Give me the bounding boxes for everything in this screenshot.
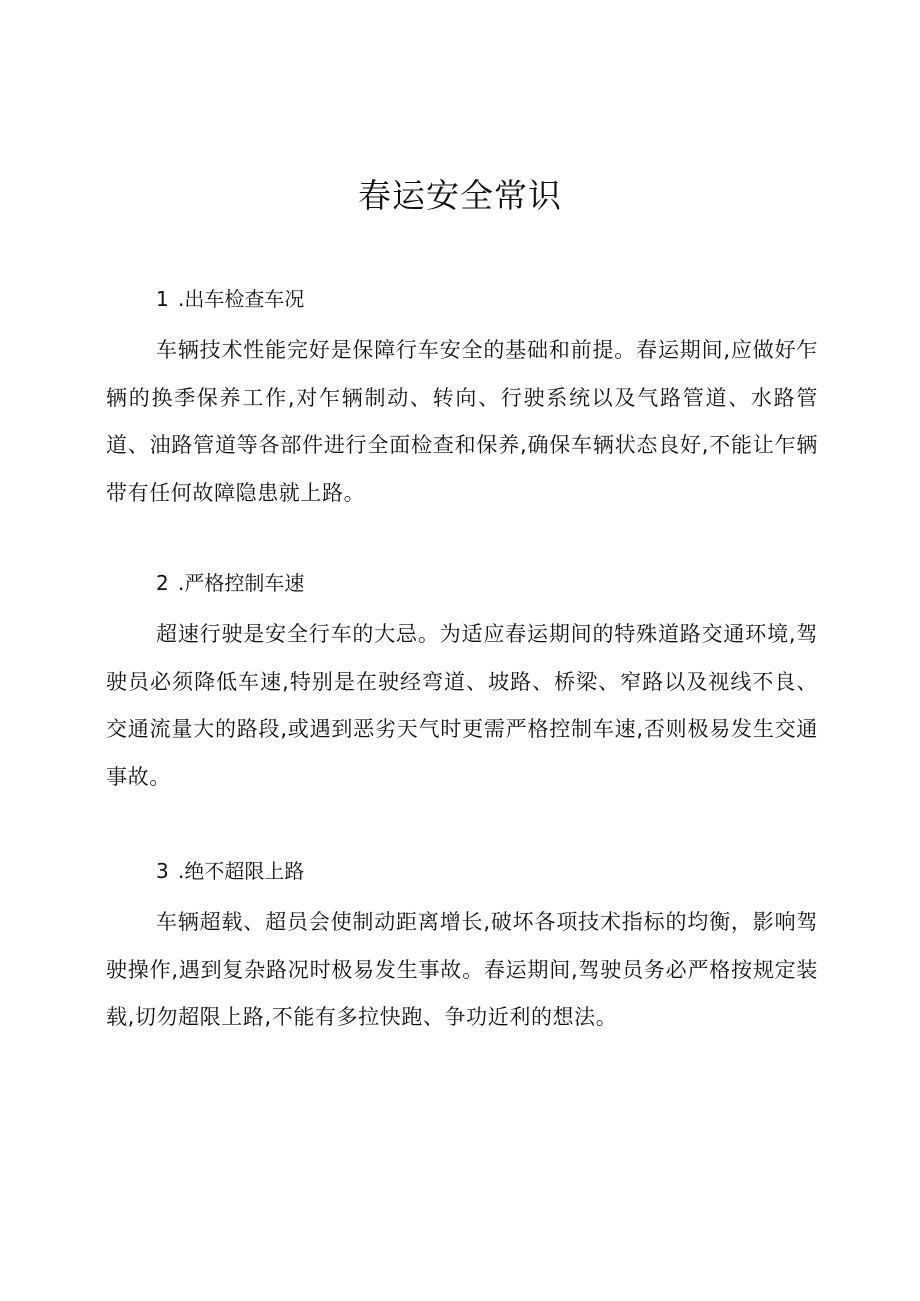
section-paragraph: 车辆超载、超员会使制动距离增长,破坏各项技术指标的均衡，影响驾驶操作,遇到复杂路况时极易发生事故。春运期间,驾驶员务必严格按规定装载,切勿超限上路,不能有多拉快跑、争功近利的想法。 (106, 910, 818, 1029)
section-heading-text: .出车检查车况 (178, 287, 305, 311)
section-no-overload (106, 853, 818, 1042)
section-paragraph: 超速行驶是安全行车的大忌。为适应春运期间的特殊道路交通环境,驾驶员必须降低车速,特别是在驶经弯道、坡路、桥梁、窄路以及视线不良、交通流量大的路段,或遇到恶劣天气时更需严格控制车速,否则极易发生交通事故。 (106, 622, 818, 789)
section-heading (156, 281, 818, 317)
section-heading (156, 853, 818, 889)
section-paragraph: 车辆技术性能完好是保障行车安全的基础和前提。春运期间,应做好乍辆的换季保养工作,对乍辆制动、转向、行驶系统以及气路管道、水路管道、油路管道等各部件进行全面检查和保养,确保车辆状态良好,不能让乍辆带有任何故障隐患就上路。 (106, 338, 818, 505)
section-number: 3 (156, 859, 169, 883)
section-heading-text: .严格控制车速 (178, 571, 305, 595)
section-vehicle-check (106, 281, 818, 517)
section-number: 1 (156, 287, 169, 311)
document-title: 春运安全常识 (358, 176, 562, 215)
section-speed-control (106, 565, 818, 801)
section-number: 2 (156, 571, 169, 595)
section-heading (156, 565, 818, 601)
section-heading-text: .绝不超限上路 (178, 859, 305, 883)
